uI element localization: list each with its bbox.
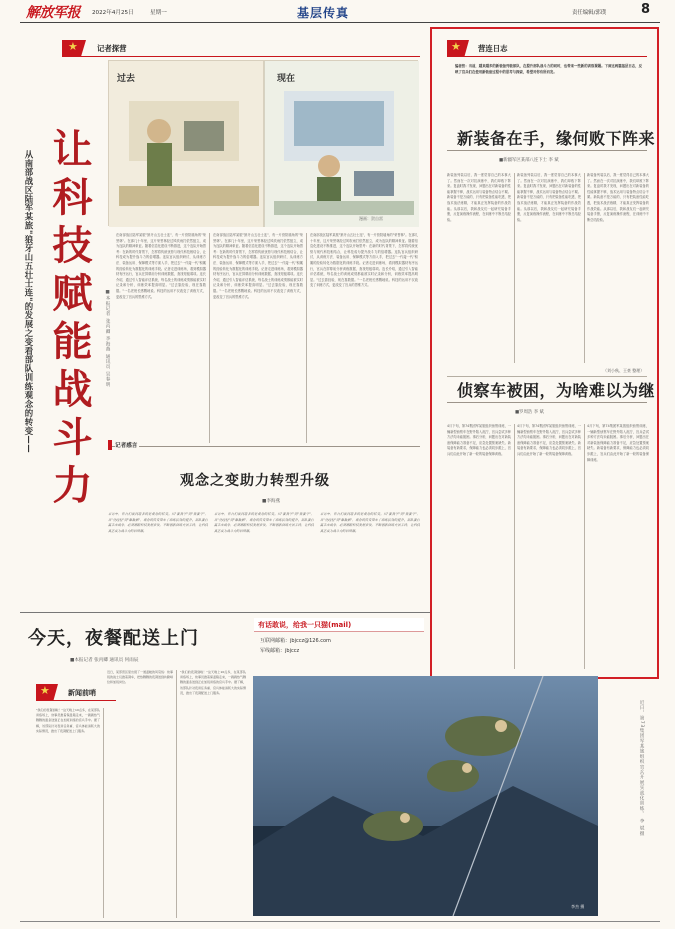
lower-section-rule: [20, 612, 430, 613]
star-icon: ★: [451, 40, 461, 53]
header-rule: [20, 22, 660, 23]
column-subhead: 从南部战区陆军某旅"狼牙山五壮士连"的发展之变看部队训练观念的转变——: [24, 150, 34, 454]
column-divider: [306, 233, 307, 443]
star-icon: ★: [40, 684, 50, 697]
diary-body-1b: 新装备列装以后，我一度觉得自己的本事大了。然而在一次对抗演练中，我们却败下阵来。复盘时我才发现，问题出在对新装备的性能掌握不够，战术运用与装备特点结合不紧。新装备不是万能的，只有把装备性能吃透，把战术战法练精，才能真正发挥装备的作战效能。从那以后，我和战友们一起研究装备手册，反复演练操作流程，在训练中不断总结经验。: [517, 173, 581, 222]
news-body-3: "我们的夜餐到啦！"这天晚上10点多，在某部队训练场上，炊事员推着保温箱走来，一碗碗热气腾腾的面条送到正在加班训练的官兵手中。据了解，该部队针对夜训任务重、官兵体能消耗大的实际情况，推出了夜餐配送上门服务。: [180, 670, 246, 695]
reporter-tag-rule: [62, 56, 420, 57]
news-body-1: "我们的夜餐到啦！"这天晚上10点多，在某部队训练场上，炊事员推着保温箱走来，一碗碗热气腾腾的面条送到正在加班训练的官兵手中。据了解，该部队针对夜训任务重、官兵体能消耗大的实际情况，推出了夜餐配送上门服务。: [36, 708, 100, 733]
news-body-2: 近日，某部营区里出现了一道温暖的风景线：炊事班的战士们推着餐车，把热腾腾的夜餐送到执勤哨位和加班岗位。: [107, 670, 173, 685]
comic-label-past: 过去: [117, 74, 136, 84]
column-byline: ■本报记者 张丙卿 李海燕 通讯员 吴春明: [105, 290, 110, 388]
comic-illustration: [108, 60, 418, 226]
page-header: [20, 0, 660, 22]
mailbox-title-bar: [254, 618, 424, 632]
essay-title: 观念之变助力转型升级: [180, 473, 330, 489]
star-icon: ★: [68, 40, 78, 53]
diary-body-2c: 4月下旬，第74集团军某旅组织侦察训练，一辆新型侦察车在野外陷入泥泞，官兵尝试多种方法均未能脱困。事后分析，问题出在对新装备保障能力准备不足，应急处置预案缺失。新装备有新要求，保障能力也必须同步跟上，官兵们由此开始了新一轮的装备保障训练。: [587, 424, 649, 462]
column-body-3: 在南部战区陆军某旅"狼牙山五壮士连"，有一片营院墙角的"荣誉林"。在那几十年里，这片荣誉林经过风吹雨打依然挺立，成为连队的精神象征。随着信息化建设不断推进，这个连队开始思考：在新的时代背景下，怎样将传统优势与现代科技相结合，让科技成为提升战斗力的倍增器。连队官兵组织研讨，从训练方法、装备运用、保障模式等方面入手，把过去"一代接一代"积累的经验转化为数据化的训练手段。记者走进训练场，看到模拟器材有序运行，官兵在屏幕前分析训练数据，查找短板弱项。连长介绍，通过引入智能评估系统，每名战士的训练成绩都能被实时记录和分析，训练效率提高明显。"过去靠经验，现在靠数据。"一名老班长感慨地说。科技的运用不仅改变了训练方式，更改变了官兵的思维方式。: [310, 233, 418, 288]
delivery-headline: 今天，夜餐配送上门: [28, 628, 199, 649]
issue-weekday: 星期一: [150, 10, 167, 16]
photo-credit: 李杰 摄: [571, 904, 585, 909]
diary-divider: [514, 424, 515, 669]
column-divider: [209, 233, 210, 443]
essay-byline: ■李海燕: [262, 499, 281, 504]
diary-lead: 编者按：当前，越来越多的新装备列装部队，在提升部队战斗力的同时，也带来一些新的训练课题。下面这两篇基层日志，反映了官兵们在使用新装备过程中的思考与探索，希望对你有所启发。: [455, 64, 642, 75]
training-photo: [253, 676, 598, 916]
column-headline: 让科技赋能战斗力: [46, 128, 93, 512]
diary-tag-rule: [447, 56, 647, 57]
diary-body-1a: 新装备列装以后，我一度觉得自己的本事大了。然而在一次对抗演练中，我们却败下阵来。复盘时我才发现，问题出在对新装备的性能掌握不够，战术运用与装备特点结合不紧。新装备不是万能的，只有把装备性能吃透，把战术战法练精，才能真正发挥装备的作战效能。从那以后，我和战友们一起研究装备手册，反复演练操作流程，在训练中不断总结经验。: [447, 173, 511, 222]
diary-body-2a: 4月下旬，第74集团军某旅组织侦察训练，一辆新型侦察车在野外陷入泥泞，官兵尝试多种方法均未能脱困。事后分析，问题出在对新装备保障能力准备不足，应急处置预案缺失。新装备有新要求，保障能力也必须同步跟上，官兵们由此开始了新一轮的装备保障训练。: [447, 424, 511, 456]
diary-headline-2: 侦察车被困，为啥难以为继: [457, 381, 656, 400]
mailbox-military: 军线邮箱：jbjccz: [260, 648, 300, 654]
mailbox-title: 有话敢说，给我一只猫(mail): [258, 621, 352, 629]
diary-divider: [584, 424, 585, 669]
diary-section-rule: [447, 376, 647, 377]
responsible-editor: 责任编辑/郭璞: [572, 10, 607, 16]
diary-sign-1: （刘小秋、王豪 整理）: [603, 368, 645, 373]
photo-caption: 近日，第73集团军某旅组织官兵开展实战化训练。 李 斌摄: [639, 700, 644, 836]
diary-headline-1: 新装备在手，缘何败下阵来: [457, 129, 656, 148]
essay-rule: [108, 446, 420, 447]
news-tag-rule: [36, 700, 116, 701]
section-title: 基层传真: [297, 6, 350, 20]
page-number: 8: [641, 2, 651, 17]
diary-headline-rule: [447, 150, 647, 151]
diary-byline-2: ■罗周浩 李 斌: [515, 410, 544, 415]
issue-date: 2022年4月25日: [92, 10, 134, 16]
diary-body-1c: 新装备列装以后，我一度觉得自己的本事大了。然而在一次对抗演练中，我们却败下阵来。复盘时我才发现，问题出在对新装备的性能掌握不够，战术运用与装备特点结合不紧。新装备不是万能的，只有把装备性能吃透，把战术战法练精，才能真正发挥装备的作战效能。从那以后，我和战友们一起研究装备手册，反复演练操作流程，在训练中不断总结经验。: [587, 173, 649, 222]
mailbox-internet: 互联网邮箱：jbjccz@126.com: [260, 638, 331, 644]
masthead-logo: 解放军报: [26, 5, 80, 21]
footer-rule: [20, 921, 660, 922]
column-body-2: 在南部战区陆军某旅"狼牙山五壮士连"，有一片营院墙角的"荣誉林"。在那几十年里，这片荣誉林经过风吹雨打依然挺立，成为连队的精神象征。随着信息化建设不断推进，这个连队开始思考：在新的时代背景下，怎样将传统优势与现代科技相结合，让科技成为提升战斗力的倍增器。连队官兵组织研讨，从训练方法、装备运用、保障模式等方面入手，把过去"一代接一代"积累的经验转化为数据化的训练手段。记者走进训练场，看到模拟器材有序运行，官兵在屏幕前分析训练数据，查找短板弱项。连长介绍，通过引入智能评估系统，每名战士的训练成绩都能被实时记录和分析，训练效率提高明显。"过去靠经验，现在靠数据。"一名老班长感慨地说。科技的运用不仅改变了训练方式，更改变了官兵的思维方式。: [213, 233, 303, 299]
diary-byline-1: ■新疆军区某部八连下士 李 斌: [499, 158, 559, 163]
essay-tag-bar: [108, 440, 112, 450]
news-tag: 新闻前哨: [68, 689, 96, 697]
column-body-1: 在南部战区陆军某旅"狼牙山五壮士连"，有一片营院墙角的"荣誉林"。在那几十年里，这片荣誉林经过风吹雨打依然挺立，成为连队的精神象征。随着信息化建设不断推进，这个连队开始思考：在新的时代背景下，怎样将传统优势与现代科技相结合，让科技成为提升战斗力的倍增器。连队官兵组织研讨，从训练方法、装备运用、保障模式等方面入手，把过去"一代接一代"积累的经验转化为数据化的训练手段。记者走进训练场，看到模拟器材有序运行，官兵在屏幕前分析训练数据，查找短板弱项。连长介绍，通过引入智能评估系统，每名战士的训练成绩都能被实时记录和分析，训练效率提高明显。"过去靠经验，现在靠数据。"一名老班长感慨地说。科技的运用不仅改变了训练方式，更改变了官兵的思维方式。: [116, 233, 206, 299]
diary-tag: 营连日志: [478, 44, 508, 53]
diary-headline-rule: [447, 402, 647, 403]
essay-body-3: 采访中，官兵们谈到最多的是观念的转变。从"要我学"到"我要学"，从"凭经验"到"靠数据"，观念的转变带来了训练质效的提升。部队要打赢未来战争，必须紧跟科技发展步伐，不断创新训练方法手段，让科技真正成为战斗力的倍增器。: [320, 512, 420, 533]
delivery-byline: ■本报记者 张丙卿 通讯员 何雨辰: [70, 658, 139, 663]
essay-body-1: 采访中，官兵们谈到最多的是观念的转变。从"要我学"到"我要学"，从"凭经验"到"靠数据"，观念的转变带来了训练质效的提升。部队要打赢未来战争，必须紧跟科技发展步伐，不断创新训练方法手段，让科技真正成为战斗力的倍增器。: [108, 512, 208, 533]
essay-tag: 记者感言: [115, 443, 138, 449]
reporter-tag: 记者探营: [97, 44, 127, 53]
comic-credit: 漫画：贺自雷: [359, 216, 383, 221]
comic-label-now: 现在: [277, 74, 296, 84]
mailbox-banner: [254, 618, 424, 670]
diary-body-2b: 4月下旬，第74集团军某旅组织侦察训练，一辆新型侦察车在野外陷入泥泞，官兵尝试多种方法均未能脱困。事后分析，问题出在对新装备保障能力准备不足，应急处置预案缺失。新装备有新要求，保障能力也必须同步跟上，官兵们由此开始了新一轮的装备保障训练。: [517, 424, 581, 456]
diary-divider: [514, 173, 515, 363]
news-divider: [103, 708, 104, 918]
diary-divider: [584, 173, 585, 363]
news-divider: [176, 670, 177, 918]
essay-body-2: 采访中，官兵们谈到最多的是观念的转变。从"要我学"到"我要学"，从"凭经验"到"靠数据"，观念的转变带来了训练质效的提升。部队要打赢未来战争，必须紧跟科技发展步伐，不断创新训练方法手段，让科技真正成为战斗力的倍增器。: [214, 512, 314, 533]
